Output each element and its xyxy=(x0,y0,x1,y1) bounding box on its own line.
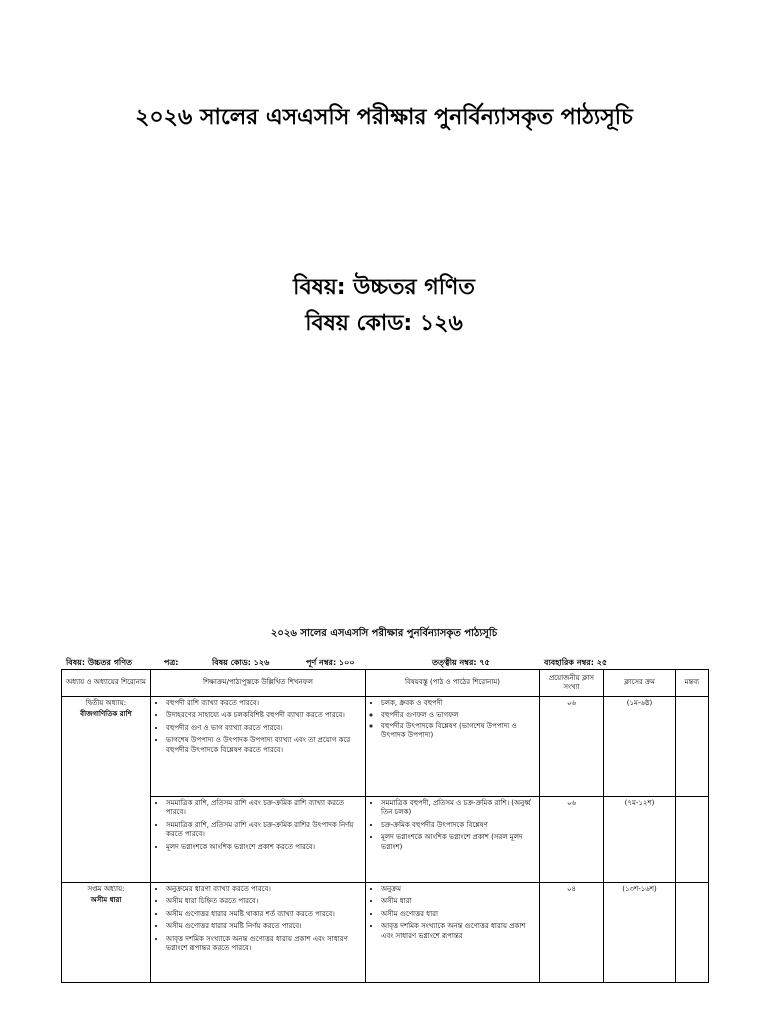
outcome-item: • মূলদ ভগ্নাংশকে আংশিক ভগ্নাংশে প্রকাশ করতে পারবে। xyxy=(166,843,362,852)
table-header-row xyxy=(62,670,709,697)
chapter-name: বীজগাণিতিক রাশি xyxy=(80,710,132,719)
content-item: • মূলদ ভগ্নাংশকে আংশিক ভগ্নাংশে প্রকাশ (সরল মূলদ ভগ্নাংশ) xyxy=(381,833,536,852)
content-item: • চক্র-ক্রমিক বহুপদীর উৎপাদকে বিশ্লেষণ xyxy=(381,821,536,830)
content-cell xyxy=(366,883,540,983)
outcome-item: • অসীম গুণোত্তর ধারার সমষ্টি থাকার শর্ত ব্যাখ্যা করতে পারবে। xyxy=(166,910,362,919)
outcome-item: • আবৃত্ত দশমিক সংখ্যাকে অনন্ত গুণোত্তর ধারায় প্রকাশ এবং সাধারণ ভগ্নাংশে রূপান্তর করতে পারবে। xyxy=(166,935,362,954)
chapter-cell xyxy=(62,697,151,883)
chapter-label: দ্বিতীয় অধ্যায়: xyxy=(85,699,127,707)
classes-count-cell: ০৪ xyxy=(540,883,604,983)
page-title: ২০২৬ সালের এসএসসি পরীক্ষার পুনর্বিন্যাসকৃত পাঠ্যসূচি xyxy=(135,105,633,130)
chapter-cell xyxy=(62,883,151,983)
classes-count-cell: ০৬ xyxy=(540,697,604,797)
outcomes-cell xyxy=(151,697,366,797)
class-order-cell: (১৩শ-১৬শ) xyxy=(604,883,676,983)
info-subject: বিষয়: উচ্চতর গণিত xyxy=(66,658,133,667)
table-row xyxy=(62,797,709,883)
outcome-item: • সমমাত্রিক রাশি, প্রতিসম রাশি এবং চক্র-ক্রমিক রাশি ব্যাখ্যা করতে পারবে। xyxy=(166,799,362,818)
class-order-cell: (৭ম-১২শ) xyxy=(604,797,676,883)
content-subitem: ◦ বহুপদীর উৎপাদকে বিশ্লেষণ (ভাগশেষ উপপাদ্য ও উৎপাদক উপপাদ্য) xyxy=(381,722,536,741)
content-item: • চলক, ধ্রুবক ও বহুপদী xyxy=(381,699,536,708)
outcome-item: • সমমাত্রিক রাশি, প্রতিসম রাশি এবং চক্র-ক্রমিক রাশির উৎপাদক নির্ণয় করতে পারবে। xyxy=(166,821,362,840)
info-theory-marks: তত্ত্বীয় নম্বর: ৭৫ xyxy=(432,658,490,667)
content-item: • আবৃত্ত দশমিক সংখ্যাকে অনন্ত গুণোত্তর ধারায় প্রকাশ এবং সাধারণ ভগ্নাংশে রূপান্তর xyxy=(381,922,536,941)
outcome-item: • উদাহরণের সাহায্যে এক চলকবিশিষ্ট বহুপদী ব্যাখ্যা করতে পারবে। xyxy=(166,711,362,720)
header-remarks: মন্তব্য xyxy=(676,670,709,697)
outcomes-cell xyxy=(151,797,366,883)
syllabus-table xyxy=(61,669,709,983)
header-outcomes: শিক্ষাক্রম/পাঠ্যপুস্তকে উল্লিখিত শিখনফল xyxy=(151,670,366,697)
info-paper: পত্র: xyxy=(164,658,179,667)
header-classes: প্রয়োজনীয় ক্লাস সংখ্যা xyxy=(540,670,604,697)
outcome-item: • বহুপদীর গুণ ও ভাগ ব্যাখ্যা করতে পারবে। xyxy=(166,724,362,733)
content-item: • অনুক্রম xyxy=(381,885,536,894)
outcome-item: • অসীম গুণোত্তর ধারার সমষ্টি নির্ণয় করতে পারবে। xyxy=(166,922,362,931)
chapter-name: অসীম ধারা xyxy=(90,896,122,905)
table-row xyxy=(62,883,709,983)
classes-count-cell: ০৬ xyxy=(540,797,604,883)
outcome-item: • বহুপদী রাশি ব্যাখ্যা করতে পারবে। xyxy=(166,699,362,708)
header-content: বিষয়বস্তু (পাঠ ও পাঠের শিরোনাম) xyxy=(366,670,540,697)
subject-name: বিষয়: উচ্চতর গণিত xyxy=(293,275,475,300)
subject-code: বিষয় কোড: ১২৬ xyxy=(305,311,463,336)
info-practical-marks: ব্যবহারিক নম্বর: ২৫ xyxy=(544,658,608,667)
content-item: • অসীম ধারা xyxy=(381,897,536,906)
outcome-item: • অনুক্রমের ধারণা ব্যাখ্যা করতে পারবে। xyxy=(166,885,362,894)
subject-block xyxy=(0,270,768,342)
content-cell xyxy=(366,697,540,797)
class-order-cell: (১ম-৬ষ্ঠ) xyxy=(604,697,676,797)
content-item: • সমমাত্রিক বহুপদী, প্রতিসম ও চক্র-ক্রমিক রাশি। (অনুর্ধ্ব তিন চলক) xyxy=(381,799,536,818)
content-subitem: ◦ বহুপদীর গুণফল ও ভাগফল xyxy=(381,711,536,720)
remarks-cell xyxy=(676,697,709,797)
outcome-item: • অসীম ধারা চিহ্নিত করতে পারবে। xyxy=(166,897,362,906)
content-item: • অসীম গুণোত্তর ধারা xyxy=(381,910,536,919)
outcomes-cell xyxy=(151,883,366,983)
table-row xyxy=(62,697,709,797)
header-class-order: ক্লাসের ক্রম xyxy=(604,670,676,697)
info-code: বিষয় কোড: ১২৬ xyxy=(212,658,270,667)
header-chapter: অধ্যায় ও অধ্যায়ের শিরোনাম xyxy=(62,670,151,697)
remarks-cell xyxy=(676,797,709,883)
table-title: ২০২৬ সালের এসএসসি পরীক্ষার পুনর্বিন্যাসকৃত পাঠ্যসূচি xyxy=(270,628,498,639)
outcome-item: • ভাগশেষ উপপাদ্য ও উৎপাদক উপপাদ্য ব্যাখ্যা এবং তা প্রয়োগ করে বহুপদীর উৎপাদকে বিশ্লেষণ করতে পারবে। xyxy=(166,736,362,755)
info-full-marks: পূর্ণ নম্বর: ১০০ xyxy=(306,658,355,667)
content-cell xyxy=(366,797,540,883)
remarks-cell xyxy=(676,883,709,983)
chapter-label: সপ্তম অধ্যায়: xyxy=(87,885,125,893)
